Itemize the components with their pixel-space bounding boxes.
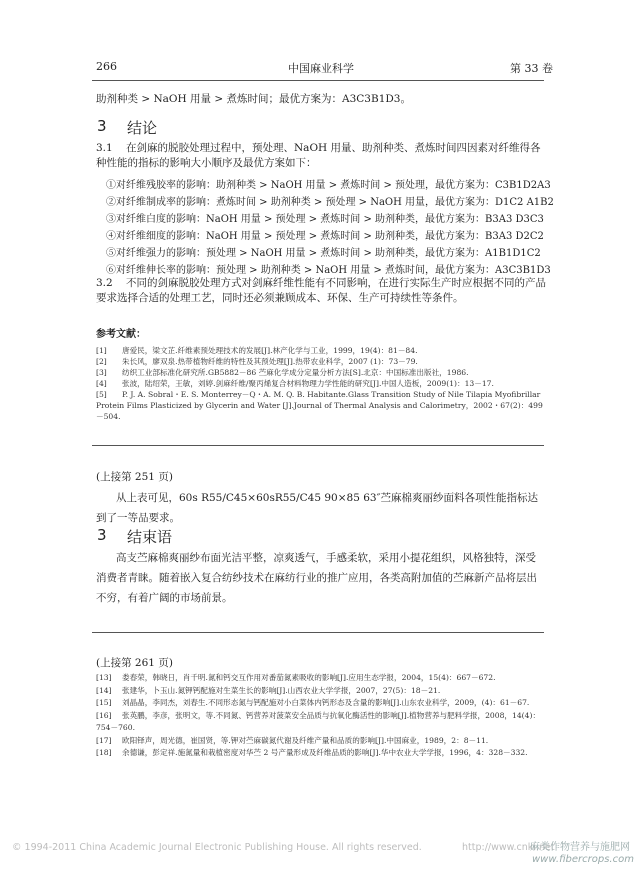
section-number: 3: [97, 526, 107, 544]
reference-text: 张波，陆绍荣，王敏，刘婷.剑麻纤维/聚丙烯复合材料物理力学性能的研究[J].中国人造板，2009(1)：13－17.: [122, 379, 494, 388]
reference-item: [96, 747, 546, 760]
reference-item: [96, 710, 546, 735]
reference-number: [18]: [96, 748, 112, 757]
reference-number: [5]: [96, 390, 107, 399]
paragraph-number: 3.2: [96, 277, 113, 289]
reference-list: [96, 672, 546, 760]
opening-line: 助剂种类 > NaOH 用量 > 煮炼时间；最优方案为：A3C3B1D3。: [96, 93, 411, 105]
list-item: ④对纤维细度的影响：NaOH 用量 > 预处理 > 煮炼时间 > 助剂种类，最优方案为：B3A3 D2C2: [106, 231, 544, 242]
paragraph-3-2: 不同的剑麻脱胶处理方式对剑麻纤维性能有不同影响，在进行实际生产时应根据不同的产品要求选择合适的处理工艺，同时还必须兼顾成本、环保、生产可持续性等条件。: [96, 277, 546, 304]
reference-item: [96, 356, 546, 367]
reference-item: [96, 672, 546, 685]
reference-number: [2]: [96, 357, 107, 366]
reference-text: 朱长风，廖双泉.热带植物纤维的特性及其预处理[J].热带农业科学，2007 (1)：73－79.: [122, 357, 418, 366]
reference-item: [96, 697, 546, 710]
reference-text: 张建华，卜玉山.氮钾钙配施对生菜生长的影响[J].山西农业大学学报，2007，27(5)：18－21.: [122, 685, 441, 695]
reference-text: 唐爱民，梁文芷.纤维素预处理技术的发展[J].林产化学与工业，1999，19(4)：81－84.: [122, 346, 418, 355]
reference-item: [96, 389, 546, 422]
references-heading: 参考文献：: [96, 329, 146, 340]
header-rule: [92, 80, 544, 81]
reference-item: [96, 345, 546, 356]
reference-text: 余德谦，彭定祥.施氮量和栽植密度对华苎 2 号产量形成及纤维品质的影响[J].华中农业大学学报，1996，4：328－332.: [122, 748, 528, 757]
section-divider: [92, 445, 544, 446]
reference-number: [14]: [96, 685, 112, 695]
section-divider: [92, 632, 544, 633]
continued-note: (上接第 251 页): [96, 471, 173, 483]
watermark-url: www.fibercrops.com: [532, 854, 634, 865]
reference-item: [96, 735, 546, 748]
journal-title: 中国麻业科学: [288, 62, 354, 75]
page-number: 266: [96, 60, 117, 73]
paragraph: 从上表可见，60s R55/C45×60sR55/C45 90×85 63″苎麻棉爽丽纱面料各项性能指标达到了一等品要求。: [96, 492, 539, 524]
reference-list: [96, 345, 546, 422]
reference-number: [13]: [96, 673, 112, 682]
list-item: ⑤对纤维强力的影响：预处理 > NaOH 用量 > 煮炼时间 > 助剂种类，最优方案为：A1B1D1C2: [106, 248, 541, 259]
reference-number: [4]: [96, 379, 107, 388]
reference-number: [15]: [96, 698, 112, 707]
volume-label: 第 33 卷: [510, 62, 553, 75]
reference-text: 张英鹏，李彦，张明文，等.不同氮、钙营养对菠菜安全品质与抗氧化酶活性的影响[J].植物营养与肥料学报，2008，14(4)：754－760.: [96, 710, 541, 732]
reference-text: 纺织工业部标准化研究所.GB5882－86 苎麻化学成分定量分析方法[S].北京：中国标准出版社，1986.: [122, 368, 469, 377]
list-item: ③对纤维白度的影响：NaOH 用量 > 预处理 > 煮炼时间 > 助剂种类，最优方案为：B3A3 D3C3: [106, 214, 544, 225]
reference-number: [17]: [96, 735, 112, 745]
reference-text: P. J. A. Sobral・E. S. Monterrey－Q・A. M. Q. B. Habitante.Glass Transition Study of Nile Tilapia Myofibrillar Protein Films Plasticized by Glycerin and Water [J].Journal of Thermal Analysis and Calorimetry，2002・67(2)：499－504.: [96, 390, 543, 421]
list-item: ①对纤维残胶率的影响：助剂种类 > NaOH 用量 > 煮炼时间 > 预处理，最优方案为：C3B1D2A3: [106, 180, 551, 191]
reference-number: [3]: [96, 368, 107, 377]
section-number: 3: [97, 117, 107, 135]
reference-text: 娄春荣，韩晓日，肖千明.氮和钙交互作用对番茄氮素吸收的影响[J].应用生态学报，2004，15(4)：667－672.: [122, 673, 496, 682]
paragraph-number: 3.1: [96, 142, 113, 154]
copyright-notice: © 1994-2011 China Academic Journal Electronic Publishing House. All rights reserved.: [12, 842, 422, 853]
reference-number: [1]: [96, 346, 107, 355]
section-title: 结论: [127, 119, 158, 137]
reference-text: 欧阳铎声，周光德，崔国贤，等.钾对苎麻碳氮代谢及纤维产量和品质的影响[J].中国麻业，1989，2：8－11.: [122, 735, 489, 745]
reference-number: [16]: [96, 710, 112, 720]
continued-note: (上接第 261 页): [96, 657, 173, 669]
reference-item: [96, 378, 546, 389]
paragraph: 高支苎麻棉爽丽纱布面光洁平整，凉爽透气，手感柔软，采用小提花组织，风格独特，深受消费者青睐。随着嵌入复合纺纱技术在麻纺行业的推广应用，各类高附加值的苎麻新产品将层出不穷，有着广阔的市场前景。: [96, 552, 537, 604]
reference-item: [96, 685, 546, 698]
list-item: ②对纤维制成率的影响：煮炼时间 > 助剂种类 > 预处理 > NaOH 用量，最优方案为：D1C2 A1B2: [106, 197, 554, 208]
list-item: ⑥对纤维伸长率的影响：预处理 > 助剂种类 > NaOH 用量 > 煮炼时间，最优方案为：A3C3B1D3: [106, 265, 551, 276]
cnki-url: http://www.cnki.net: [462, 842, 555, 853]
watermark-title: 麻类作物营养与施肥网: [530, 842, 630, 853]
reference-item: [96, 367, 546, 378]
paragraph-3-1: 在剑麻的脱胶处理过程中，预处理、NaOH 用量、助剂种类、煮炼时间四因素对纤维得各种性能的指标的影响大小顺序及最优方案如下：: [96, 142, 541, 169]
reference-text: 刘晶晶，李同杰，刘春生.不同形态氮与钙配施对小白菜体内钙形态及含量的影响[J].山东农业科学，2009，(4)：61－67.: [122, 698, 530, 707]
section-title: 结束语: [127, 528, 173, 546]
